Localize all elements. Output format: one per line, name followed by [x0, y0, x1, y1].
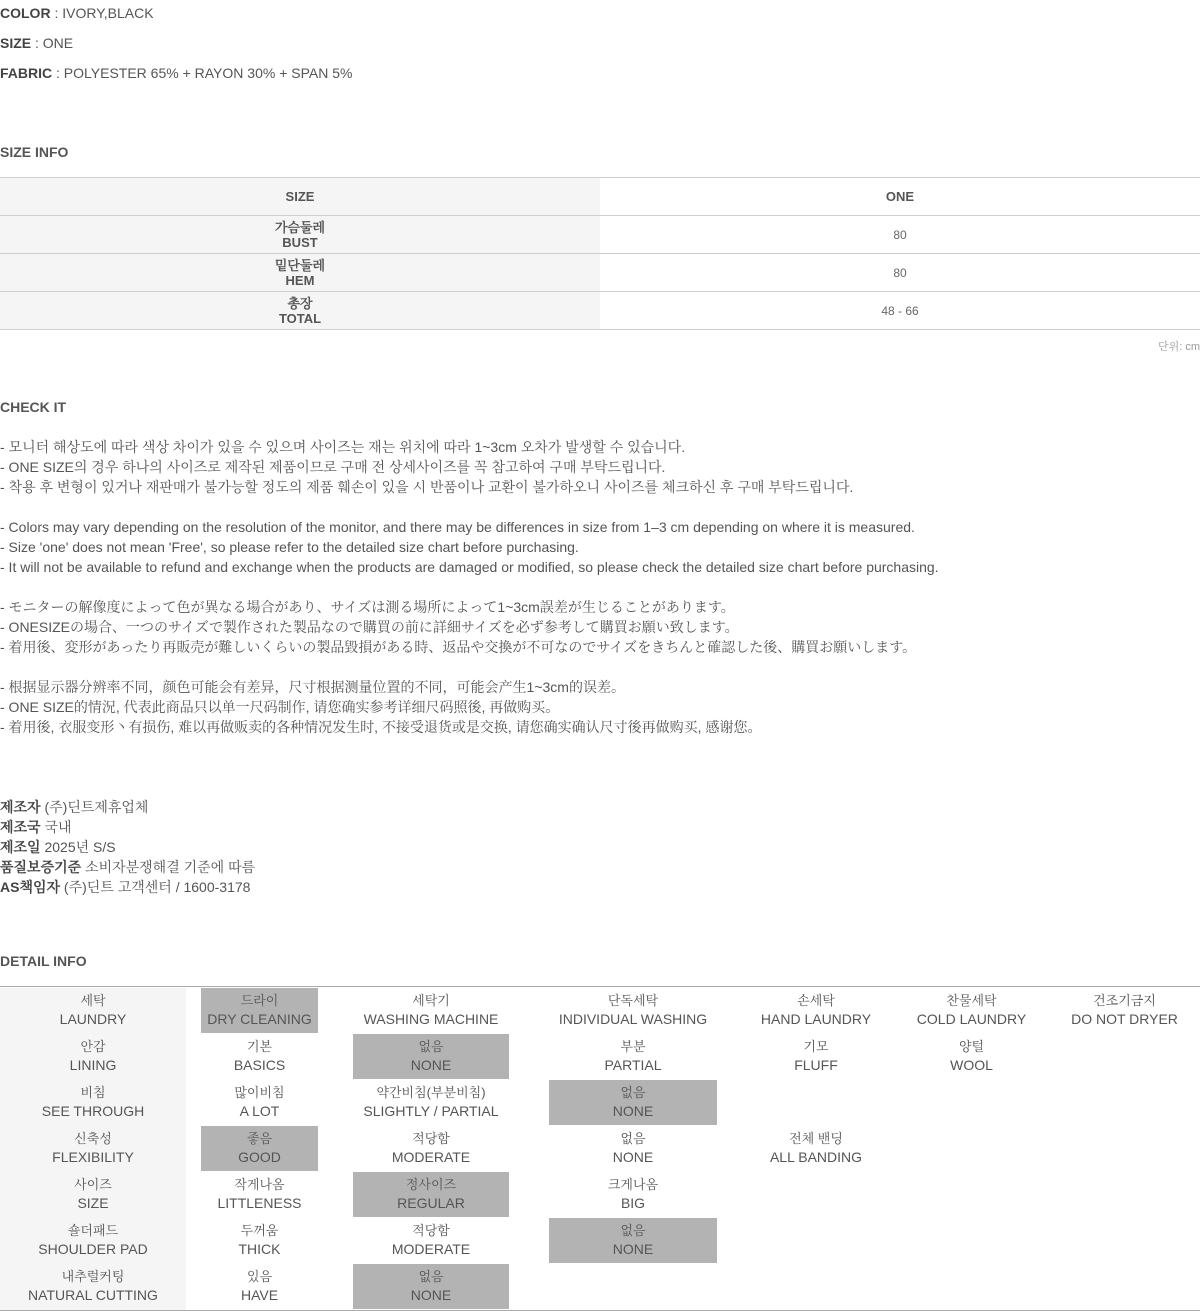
- size-row-label: [0, 254, 600, 292]
- spec-value: : IVORY,BLACK: [50, 5, 154, 21]
- maker-value: 소비자분쟁해결 기준에 따름: [81, 859, 256, 875]
- detail-option-en: SLIGHTLY / PARTIAL: [363, 1103, 499, 1119]
- detail-option-ko: 적당함: [412, 1131, 450, 1146]
- detail-option-ko: 크게나옴: [607, 1177, 659, 1192]
- detail-option-en: DRY CLEANING: [207, 1011, 312, 1027]
- detail-option-ko: 없음: [418, 1269, 444, 1284]
- detail-option-ko: 기모: [803, 1039, 829, 1054]
- detail-option-en: NONE: [612, 1241, 654, 1257]
- detail-option: [353, 1218, 509, 1263]
- maker-label: 품질보증기준: [0, 859, 82, 875]
- check-line-ko: - 모니터 해상도에 따라 색상 차이가 있을 수 있으며 사이즈는 재는 위치에 따라 1~3cm 오차가 발생할 수 있습니다.: [0, 439, 686, 455]
- detail-option-selected: [353, 1034, 509, 1079]
- check-line-en: - Colors may vary depending on the resolution of the monitor, and there may be differences in size from 1–3 cm depending on where it is measured.: [0, 519, 915, 535]
- size-table-row: [0, 292, 1200, 330]
- spec-label: COLOR: [0, 5, 51, 21]
- detail-row-label-ko: 신축성: [74, 1131, 112, 1146]
- size-header-value: ONE: [600, 178, 1200, 216]
- detail-option: [905, 1034, 1038, 1079]
- size-row-label-en: TOTAL: [278, 310, 322, 326]
- detail-option-selected: [549, 1218, 717, 1263]
- detail-option-selected: [201, 988, 318, 1033]
- maker-label: 제조일: [0, 839, 41, 855]
- detail-row-label-ko: 비침: [80, 1085, 106, 1100]
- detail-option-ko: 양털: [958, 1039, 985, 1054]
- maker-line: [0, 877, 250, 897]
- check-line-zh: - 根据显示器分辨率不同，颜色可能会有差异，尺寸根据测量位置的不同，可能会产生1~3cm的误差。: [0, 679, 625, 695]
- detail-row-label: [0, 1218, 186, 1264]
- detail-option: [905, 988, 1038, 1033]
- detail-option: [353, 988, 509, 1033]
- detail-row-label-ko: 세탁: [80, 993, 106, 1008]
- size-table-header-row: [0, 178, 1200, 216]
- detail-option-en: COLD LAUNDRY: [916, 1011, 1027, 1027]
- detail-option-en: NONE: [410, 1057, 452, 1073]
- detail-option-ko: 좋음: [246, 1131, 273, 1146]
- spec-value: : POLYESTER 65% + RAYON 30% + SPAN 5%: [52, 65, 353, 81]
- maker-line: [0, 817, 72, 837]
- detail-option-ko: 약간비침(부분비침): [376, 1085, 486, 1100]
- detail-option-ko: 단독세탁: [607, 993, 659, 1008]
- detail-row-label-en: LAUNDRY: [59, 1011, 127, 1027]
- size-table: [0, 177, 1200, 330]
- detail-option-ko: 드라이: [240, 993, 279, 1008]
- detail-option-en: LITTLENESS: [217, 1195, 302, 1211]
- size-table-row: [0, 254, 1200, 292]
- detail-option: [353, 1126, 509, 1171]
- size-row-label-ko: 밑단둘레: [274, 257, 326, 273]
- detail-option-selected: [353, 1264, 509, 1309]
- detail-option-en: WASHING MACHINE: [363, 1011, 499, 1027]
- detail-option: [201, 1080, 318, 1125]
- check-line-ko: - ONE SIZE의 경우 하나의 사이즈로 제작된 제품이므로 구매 전 상세사이즈를 꼭 참고하여 구매 부탁드립니다.: [0, 459, 666, 475]
- detail-row-label: [0, 1080, 186, 1126]
- size-header-label: SIZE: [0, 178, 600, 216]
- detail-option: [549, 1034, 717, 1079]
- detail-row-label-en: SEE THROUGH: [41, 1103, 145, 1119]
- size-unit-note: 단위: cm: [1157, 341, 1200, 353]
- detail-option-ko: 정사이즈: [405, 1177, 457, 1192]
- detail-option-ko: 없음: [418, 1039, 444, 1054]
- detail-info-title: DETAIL INFO: [0, 953, 87, 969]
- spec-label: SIZE: [0, 35, 32, 51]
- detail-row-label-ko: 숄더패드: [67, 1223, 119, 1238]
- detail-option-ko: 없음: [620, 1223, 646, 1238]
- detail-row-label-en: FLEXIBILITY: [52, 1149, 134, 1165]
- detail-option-en: NONE: [612, 1149, 654, 1165]
- detail-option: [740, 1126, 892, 1171]
- detail-table: [0, 986, 1200, 1311]
- detail-option-ko: 건조기금지: [1093, 993, 1156, 1008]
- check-line-en: - It will not be available to refund and exchange when the products are damaged or modified, so please check the detailed size chart before purchasing.: [0, 559, 939, 575]
- spec-label: FABRIC: [0, 65, 53, 81]
- detail-row-label-en: NATURAL CUTTING: [28, 1287, 158, 1303]
- detail-option-selected: [549, 1080, 717, 1125]
- check-line-zh: - 着用後, 衣服变形丶有损伤, 难以再做贩卖的各种情况发生时, 不接受退货或是交换, 请您确实确认尺寸後再做购买, 感谢您。: [0, 719, 762, 735]
- detail-option-ko: 전체 밴딩: [789, 1131, 843, 1146]
- check-line-ja: - ONESIZEの場合、一つのサイズで製作された製品なので購買の前に詳細サイズを必ず参考して購買お願い致します。: [0, 619, 739, 635]
- detail-option: [201, 1034, 318, 1079]
- detail-option-ko: 부분: [620, 1039, 646, 1054]
- check-line-en: - Size 'one' does not mean 'Free', so please refer to the detailed size chart before purchasing.: [0, 539, 579, 555]
- size-row-label: [0, 216, 600, 254]
- detail-option-en: MODERATE: [391, 1149, 471, 1165]
- detail-row-label: [0, 1034, 186, 1080]
- size-row-value: 48 - 66: [600, 292, 1200, 330]
- spec-fabric: [0, 63, 352, 83]
- maker-line: [0, 797, 148, 817]
- detail-option-ko: 많이비침: [234, 1085, 285, 1100]
- size-table-row: [0, 216, 1200, 254]
- detail-option-en: A LOT: [239, 1103, 280, 1119]
- maker-label: AS책임자: [0, 879, 61, 895]
- maker-value: (주)딘트제휴업체: [40, 799, 149, 815]
- maker-line: [0, 857, 255, 877]
- detail-option-en: MODERATE: [391, 1241, 471, 1257]
- size-row-value: 80: [600, 216, 1200, 254]
- maker-label: 제조국: [0, 819, 41, 835]
- detail-option-en: REGULAR: [397, 1195, 465, 1211]
- detail-row-label: [0, 1264, 186, 1310]
- check-line-zh: - ONE SIZE的情況, 代表此商品只以单一尺码制作, 请您确实参考详细尺码照後, 再做购买。: [0, 699, 560, 715]
- detail-option-en: WOOL: [950, 1057, 993, 1073]
- detail-option-ko: 두꺼움: [240, 1223, 279, 1238]
- detail-option: [549, 1172, 717, 1217]
- detail-option-en: THICK: [238, 1241, 281, 1257]
- maker-value: (주)딘트 고객센터 / 1600-3178: [60, 879, 251, 895]
- detail-option: [353, 1080, 509, 1125]
- detail-option-en: DO NOT DRYER: [1071, 1011, 1178, 1027]
- size-row-label-ko: 총장: [287, 295, 313, 311]
- detail-row-label-ko: 안감: [80, 1039, 106, 1054]
- detail-option: [1054, 988, 1195, 1033]
- check-line-ja: - モニターの解像度によって色が異なる場合があり、サイズは測る場所によって1~3cm誤差が生じることがあります。: [0, 599, 735, 615]
- detail-option: [549, 1126, 717, 1171]
- detail-option-en: HAND LAUNDRY: [760, 1011, 872, 1027]
- detail-option-en: HAVE: [240, 1287, 279, 1303]
- detail-option-ko: 손세탁: [797, 993, 835, 1008]
- detail-option-en: BIG: [620, 1195, 646, 1211]
- detail-option-en: BASICS: [233, 1057, 286, 1073]
- detail-option-en: FLUFF: [794, 1057, 838, 1073]
- size-row-value: 80: [600, 254, 1200, 292]
- size-info-title: SIZE INFO: [0, 144, 69, 160]
- detail-option: [201, 1218, 318, 1263]
- check-line-ko: - 착용 후 변형이 있거나 재판매가 불가능할 정도의 제품 훼손이 있을 시 반품이나 교환이 불가하오니 사이즈를 체크하신 후 구매 부탁드립니다.: [0, 479, 854, 495]
- detail-option-en: PARTIAL: [604, 1057, 662, 1073]
- detail-option-ko: 있음: [246, 1269, 273, 1284]
- detail-row-label: [0, 1172, 186, 1218]
- spec-color: [0, 3, 154, 23]
- size-row-label-en: HEM: [285, 272, 315, 288]
- detail-option-ko: 없음: [620, 1085, 646, 1100]
- detail-option-ko: 찬물세탁: [946, 993, 997, 1008]
- detail-option: [549, 988, 717, 1033]
- detail-option-en: INDIVIDUAL WASHING: [558, 1011, 708, 1027]
- detail-option-ko: 적당함: [412, 1223, 450, 1238]
- detail-option: [201, 1264, 318, 1309]
- size-row-label-en: BUST: [282, 234, 318, 250]
- maker-value: 2025년 S/S: [40, 839, 116, 855]
- maker-line: [0, 837, 116, 857]
- detail-option-en: ALL BANDING: [769, 1149, 863, 1165]
- size-row-label-ko: 가슴둘레: [274, 219, 326, 235]
- detail-option: [201, 1172, 318, 1217]
- detail-row-label: [0, 1126, 186, 1172]
- spec-value: : ONE: [31, 35, 74, 51]
- check-it-title: CHECK IT: [0, 399, 67, 415]
- detail-row-label-ko: 사이즈: [74, 1177, 112, 1192]
- detail-option-ko: 세탁기: [412, 993, 450, 1008]
- detail-row-label-en: SHOULDER PAD: [38, 1241, 148, 1257]
- detail-row-label-en: SIZE: [77, 1195, 109, 1211]
- detail-option-selected: [353, 1172, 509, 1217]
- maker-label: 제조자: [0, 799, 41, 815]
- detail-row-label-ko: 내추럴커팅: [61, 1269, 125, 1284]
- detail-row-label-en: LINING: [69, 1057, 117, 1073]
- detail-option-ko: 기본: [246, 1039, 273, 1054]
- check-line-ja: - 着用後、変形があったり再販売が難しいくらいの製品毀損がある時、返品や交換が不可なのでサイズをきちんと確認した後、購買お願いします。: [0, 639, 917, 655]
- detail-option-en: NONE: [410, 1287, 452, 1303]
- detail-option-ko: 작게나옴: [234, 1177, 285, 1192]
- detail-option-en: GOOD: [238, 1149, 281, 1165]
- detail-option: [740, 988, 892, 1033]
- spec-size: [0, 33, 73, 53]
- detail-row-label: [0, 988, 186, 1034]
- detail-option-en: NONE: [612, 1103, 654, 1119]
- detail-option-ko: 없음: [620, 1131, 646, 1146]
- detail-option: [740, 1034, 892, 1079]
- size-row-label: [0, 292, 600, 330]
- maker-value: 국내: [40, 819, 72, 835]
- detail-option-selected: [201, 1126, 318, 1171]
